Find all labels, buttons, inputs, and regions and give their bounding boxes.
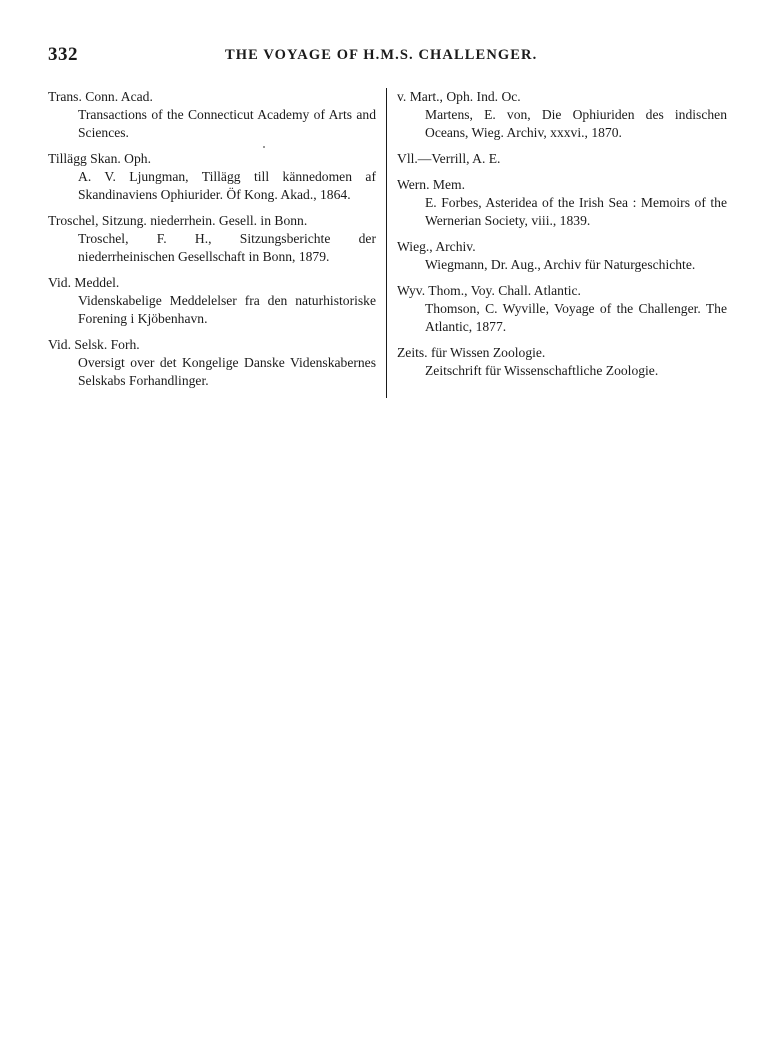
entry-expansion: Thomson, C. Wyville, Voyage of the Challenger. The Atlantic, 1877. xyxy=(425,301,727,334)
left-column xyxy=(48,88,376,398)
entry-expansion: Transactions of the Connecticut Academy of Arts and Sciences. xyxy=(78,107,376,140)
entry-abbreviation: Zeits. für Wissen Zoologie. xyxy=(397,345,546,360)
entry xyxy=(397,238,727,274)
print-speck xyxy=(263,146,265,148)
entry-abbreviation: Wyv. Thom., Voy. Chall. Atlantic. xyxy=(397,283,581,298)
entry-expansion: Oversigt over det Kongelige Danske Videnskabernes Selskabs Forhandlinger. xyxy=(78,355,376,388)
entry-abbreviation: Vid. Selsk. Forh. xyxy=(48,337,140,352)
entry-abbreviation: Vid. Meddel. xyxy=(48,275,120,290)
entry xyxy=(48,88,376,142)
entry xyxy=(397,88,727,142)
entry xyxy=(397,150,727,168)
running-head: THE VOYAGE OF H.M.S. CHALLENGER. xyxy=(225,47,538,63)
entry-abbreviation: Vll.—Verrill, A. E. xyxy=(397,151,501,166)
entry-abbreviation: Wern. Mem. xyxy=(397,177,465,192)
entry-abbreviation: v. Mart., Oph. Ind. Oc. xyxy=(397,89,521,104)
page-number: 332 xyxy=(48,44,78,65)
entry xyxy=(397,176,727,230)
entry-abbreviation: Trans. Conn. Acad. xyxy=(48,89,153,104)
entry-abbreviation: Troschel, Sitzung. niederrhein. Gesell. in Bonn. xyxy=(48,213,308,228)
entry xyxy=(397,344,727,380)
entry xyxy=(48,274,376,328)
entry-abbreviation: Tillägg Skan. Oph. xyxy=(48,151,151,166)
entry xyxy=(48,336,376,390)
entry-expansion: Zeitschrift für Wissenschaftliche Zoologie. xyxy=(425,363,659,378)
entry xyxy=(397,282,727,336)
column-divider xyxy=(386,88,387,398)
entry xyxy=(48,212,376,266)
right-column xyxy=(397,88,727,388)
entry-expansion: A. V. Ljungman, Tillägg till kännedomen af Skandinaviens Ophiurider. Öf Kong. Akad., 1864. xyxy=(78,169,376,202)
entry xyxy=(48,150,376,204)
entry-abbreviation: Wieg., Archiv. xyxy=(397,239,476,254)
entry-expansion: Martens, E. von, Die Ophiuriden des indischen Oceans, Wieg. Archiv, xxxvi., 1870. xyxy=(425,107,727,140)
entry-expansion: Videnskabelige Meddelelser fra den naturhistoriske Forening i Kjöbenhavn. xyxy=(78,293,376,326)
entry-expansion: Wiegmann, Dr. Aug., Archiv für Naturgeschichte. xyxy=(425,257,696,272)
entry-expansion: Troschel, F. H., Sitzungsberichte der niederrheinischen Gesellschaft in Bonn, 1879. xyxy=(78,231,376,264)
entry-expansion: E. Forbes, Asteridea of the Irish Sea : Memoirs of the Wernerian Society, viii., 1839. xyxy=(425,195,727,228)
